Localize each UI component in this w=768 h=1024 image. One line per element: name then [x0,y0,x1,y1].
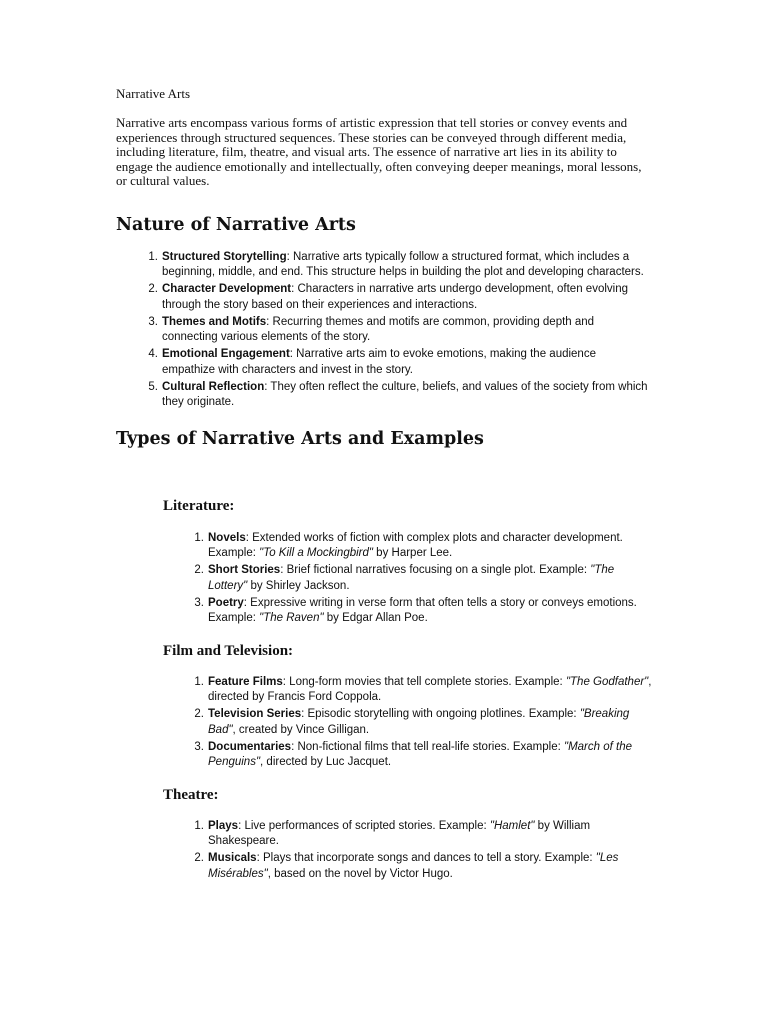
work-title: "Breaking Bad" [208,708,630,736]
list-number: 4. [148,348,158,360]
list-number: 5. [148,380,158,393]
document-title: Narrative Arts [116,86,191,101]
list-tail: by Harper Lee. [372,547,453,559]
list-item [148,347,652,378]
list-term: Structured Storytelling [162,250,287,263]
list-number: 2. [148,283,158,295]
list-number: 2. [194,708,204,720]
list-number: 2. [194,852,204,864]
list-number: 2. [194,564,204,576]
list-text: : Live performances of scripted stories. Example: [238,819,490,832]
list-tail: , created by Vince Gilligan. [232,723,370,736]
list-term: Plays [208,819,239,832]
list-tail: , directed by Francis Ford Coppola. [208,675,652,703]
list-term: Cultural Reflection [162,380,265,393]
list-text: : Recurring themes and motifs are common, providing depth and connecting various elements of the story. [162,315,595,343]
list-text: : Plays that incorporate songs and dances to tell a story. Example: [256,852,596,864]
work-title: "The Lottery" [208,564,615,592]
list-term: Musicals [208,852,257,864]
list-item [194,675,652,706]
list-term: Feature Films [208,675,283,688]
intro-paragraph: Narrative arts encompass various forms of artistic expression that tell stories or convey events and experiences through structured sequences. These stories can be conveyed through different media, including literature, film, theatre, and visual arts. The essence of narrative art lies in its ability to engage the audience emotionally and intellectually, often conveying deeper meanings, moral lessons, or cultural values. [116,115,642,188]
list-text: : Narrative arts typically follow a structured format, which includes a beginning, middle, and end. This structure helps in building the plot and developing characters. [162,250,644,278]
list-item [148,282,652,313]
literature-list [194,531,652,627]
list-number: 1. [194,675,204,688]
work-title: "Hamlet" [489,819,535,832]
list-tail: by William Shakespeare. [208,819,591,847]
list-text: : Expressive writing in verse form that often tells a story or conveys emotions. Example: [208,596,637,624]
list-item [194,563,652,594]
list-text: : They often reflect the culture, beliefs, and values of the society from which they originate. [162,380,648,408]
list-number: 1. [194,819,204,832]
list-number: 3. [194,740,204,753]
list-term: Television Series [208,708,302,720]
list-term: Emotional Engagement [162,348,290,360]
list-tail: , based on the novel by Victor Hugo. [267,867,453,880]
list-term: Documentaries [208,740,292,753]
list-number: 1. [194,531,204,544]
list-text: : Characters in narrative arts undergo development, often evolving through the story based on their experiences and interactions. [162,283,628,311]
document-page [116,86,652,884]
list-text: : Brief fictional narratives focusing on a single plot. Example: [280,564,591,576]
theatre-list [194,819,652,883]
subheading-theatre: Theatre: [163,786,219,803]
list-term: Poetry [208,596,244,609]
list-item [194,740,652,771]
work-title: "The Raven" [259,612,324,624]
section-heading-nature: Nature of Narrative Arts [116,214,356,235]
list-item [194,596,652,627]
list-tail: by Shirley Jackson. [247,579,350,592]
nature-list [148,250,652,411]
subheading-film: Film and Television: [163,642,294,659]
list-text: : Episodic storytelling with ongoing plotlines. Example: [301,708,580,720]
list-text: : Extended works of fiction with complex plots and character development. Example: [208,531,623,559]
list-item [194,819,652,850]
list-item [148,380,652,411]
subheading-literature: Literature: [163,497,235,514]
work-title: "To Kill a Mockingbird" [259,547,373,559]
list-term: Character Development [162,283,292,295]
list-tail: by Edgar Allan Poe. [323,612,428,624]
list-item [148,315,652,346]
list-text: : Long-form movies that tell complete stories. Example: [282,675,566,688]
work-title: "The Godfather" [565,675,649,688]
list-term: Novels [208,531,246,544]
list-item [148,250,652,281]
list-term: Themes and Motifs [162,315,267,328]
list-number: 1. [148,250,158,263]
work-title: "Les Misérables" [208,852,619,880]
list-tail: , directed by Luc Jacquet. [260,756,392,768]
list-text: : Non-fictional films that tell real-life stories. Example: [291,740,564,753]
list-item [194,707,652,738]
work-title: "March of the Penguins" [208,740,633,768]
film-list [194,675,652,771]
list-item [194,531,652,562]
list-term: Short Stories [208,564,281,576]
list-number: 3. [148,315,158,328]
list-item [194,851,652,882]
list-number: 3. [194,596,204,609]
section-heading-types: Types of Narrative Arts and Examples [116,428,484,449]
list-text: : Narrative arts aim to evoke emotions, making the audience empathize with characters and invest in the story. [162,348,596,376]
